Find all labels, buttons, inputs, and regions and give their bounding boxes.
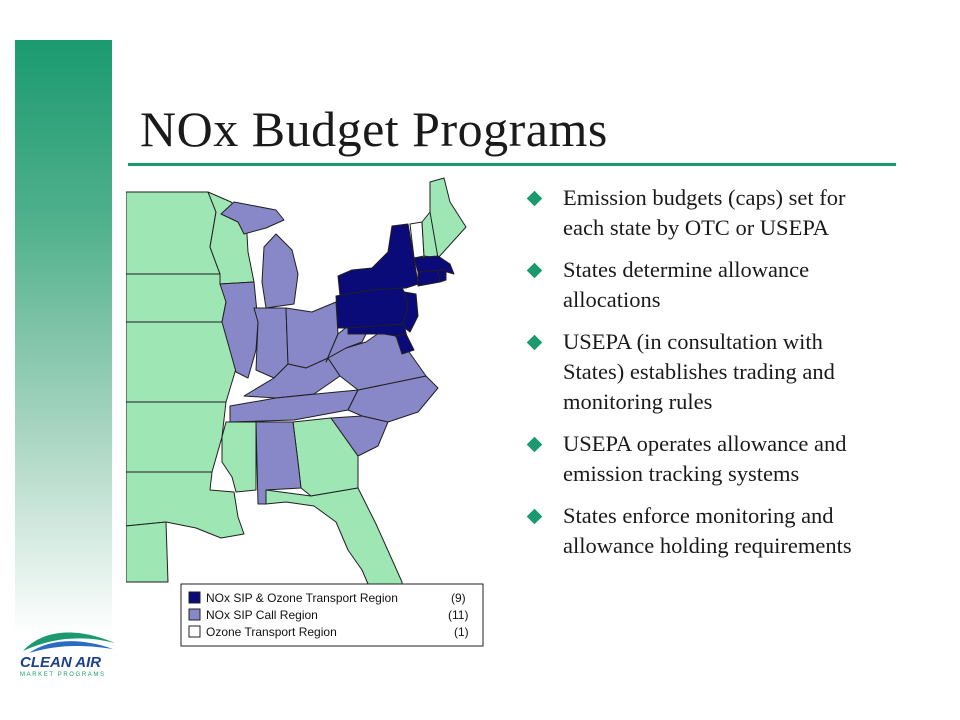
legend-count: (11) bbox=[448, 608, 469, 622]
legend-label: Ozone Transport Region bbox=[206, 625, 337, 639]
legend-label: NOx SIP Call Region bbox=[206, 608, 318, 622]
accent-side-bar bbox=[15, 40, 112, 635]
legend-count: (9) bbox=[451, 591, 466, 605]
state-new-york bbox=[338, 224, 418, 296]
page-title: NOx Budget Programs bbox=[140, 101, 608, 157]
map-legend bbox=[181, 584, 483, 646]
bullet-item bbox=[525, 183, 885, 243]
diamond-bullet-icon bbox=[527, 437, 543, 453]
diamond-bullet-icon bbox=[527, 335, 543, 351]
state-texas-edge bbox=[126, 522, 168, 582]
state-minnesota bbox=[126, 192, 220, 274]
state-missouri bbox=[126, 322, 238, 402]
us-east-map bbox=[126, 172, 504, 650]
logo-wordmark: CLEAN AIR bbox=[20, 654, 102, 671]
logo-tagline: MARKET PROGRAMS bbox=[20, 672, 106, 678]
bullet-text: USEPA operates allowance and emission tracking systems bbox=[563, 431, 847, 486]
state-rhode-island bbox=[438, 270, 446, 282]
state-arkansas bbox=[126, 402, 226, 472]
bullet-text: Emission budgets (caps) set for each state by OTC or USEPA bbox=[563, 185, 846, 240]
state-michigan bbox=[262, 234, 298, 308]
bullet-item bbox=[525, 429, 885, 489]
bullet-item bbox=[525, 255, 885, 315]
state-connecticut bbox=[418, 270, 440, 286]
bullet-text: States enforce monitoring and allowance holding requirements bbox=[563, 503, 852, 558]
swoosh-icon bbox=[15, 625, 120, 655]
legend-swatch-sip-call bbox=[189, 609, 200, 620]
diamond-bullet-icon bbox=[527, 509, 543, 525]
diamond-bullet-icon bbox=[527, 263, 543, 279]
bullet-list bbox=[525, 183, 885, 573]
clean-air-logo bbox=[15, 625, 120, 687]
legend-swatch-sip-otr bbox=[189, 592, 200, 603]
legend-label: NOx SIP & Ozone Transport Region bbox=[206, 591, 398, 605]
bullet-text: USEPA (in consultation with States) establishes trading and monitoring rules bbox=[563, 329, 835, 414]
bullet-item bbox=[525, 327, 885, 417]
legend-count: (1) bbox=[454, 625, 469, 639]
state-iowa bbox=[126, 274, 226, 322]
legend-swatch-otr bbox=[189, 626, 200, 637]
state-indiana bbox=[254, 308, 288, 378]
bullet-item bbox=[525, 501, 885, 561]
diamond-bullet-icon bbox=[527, 191, 543, 207]
state-pennsylvania bbox=[336, 288, 410, 328]
bullet-text: States determine allowance allocations bbox=[563, 257, 810, 312]
state-mississippi bbox=[222, 422, 256, 492]
title-underline bbox=[128, 163, 896, 166]
